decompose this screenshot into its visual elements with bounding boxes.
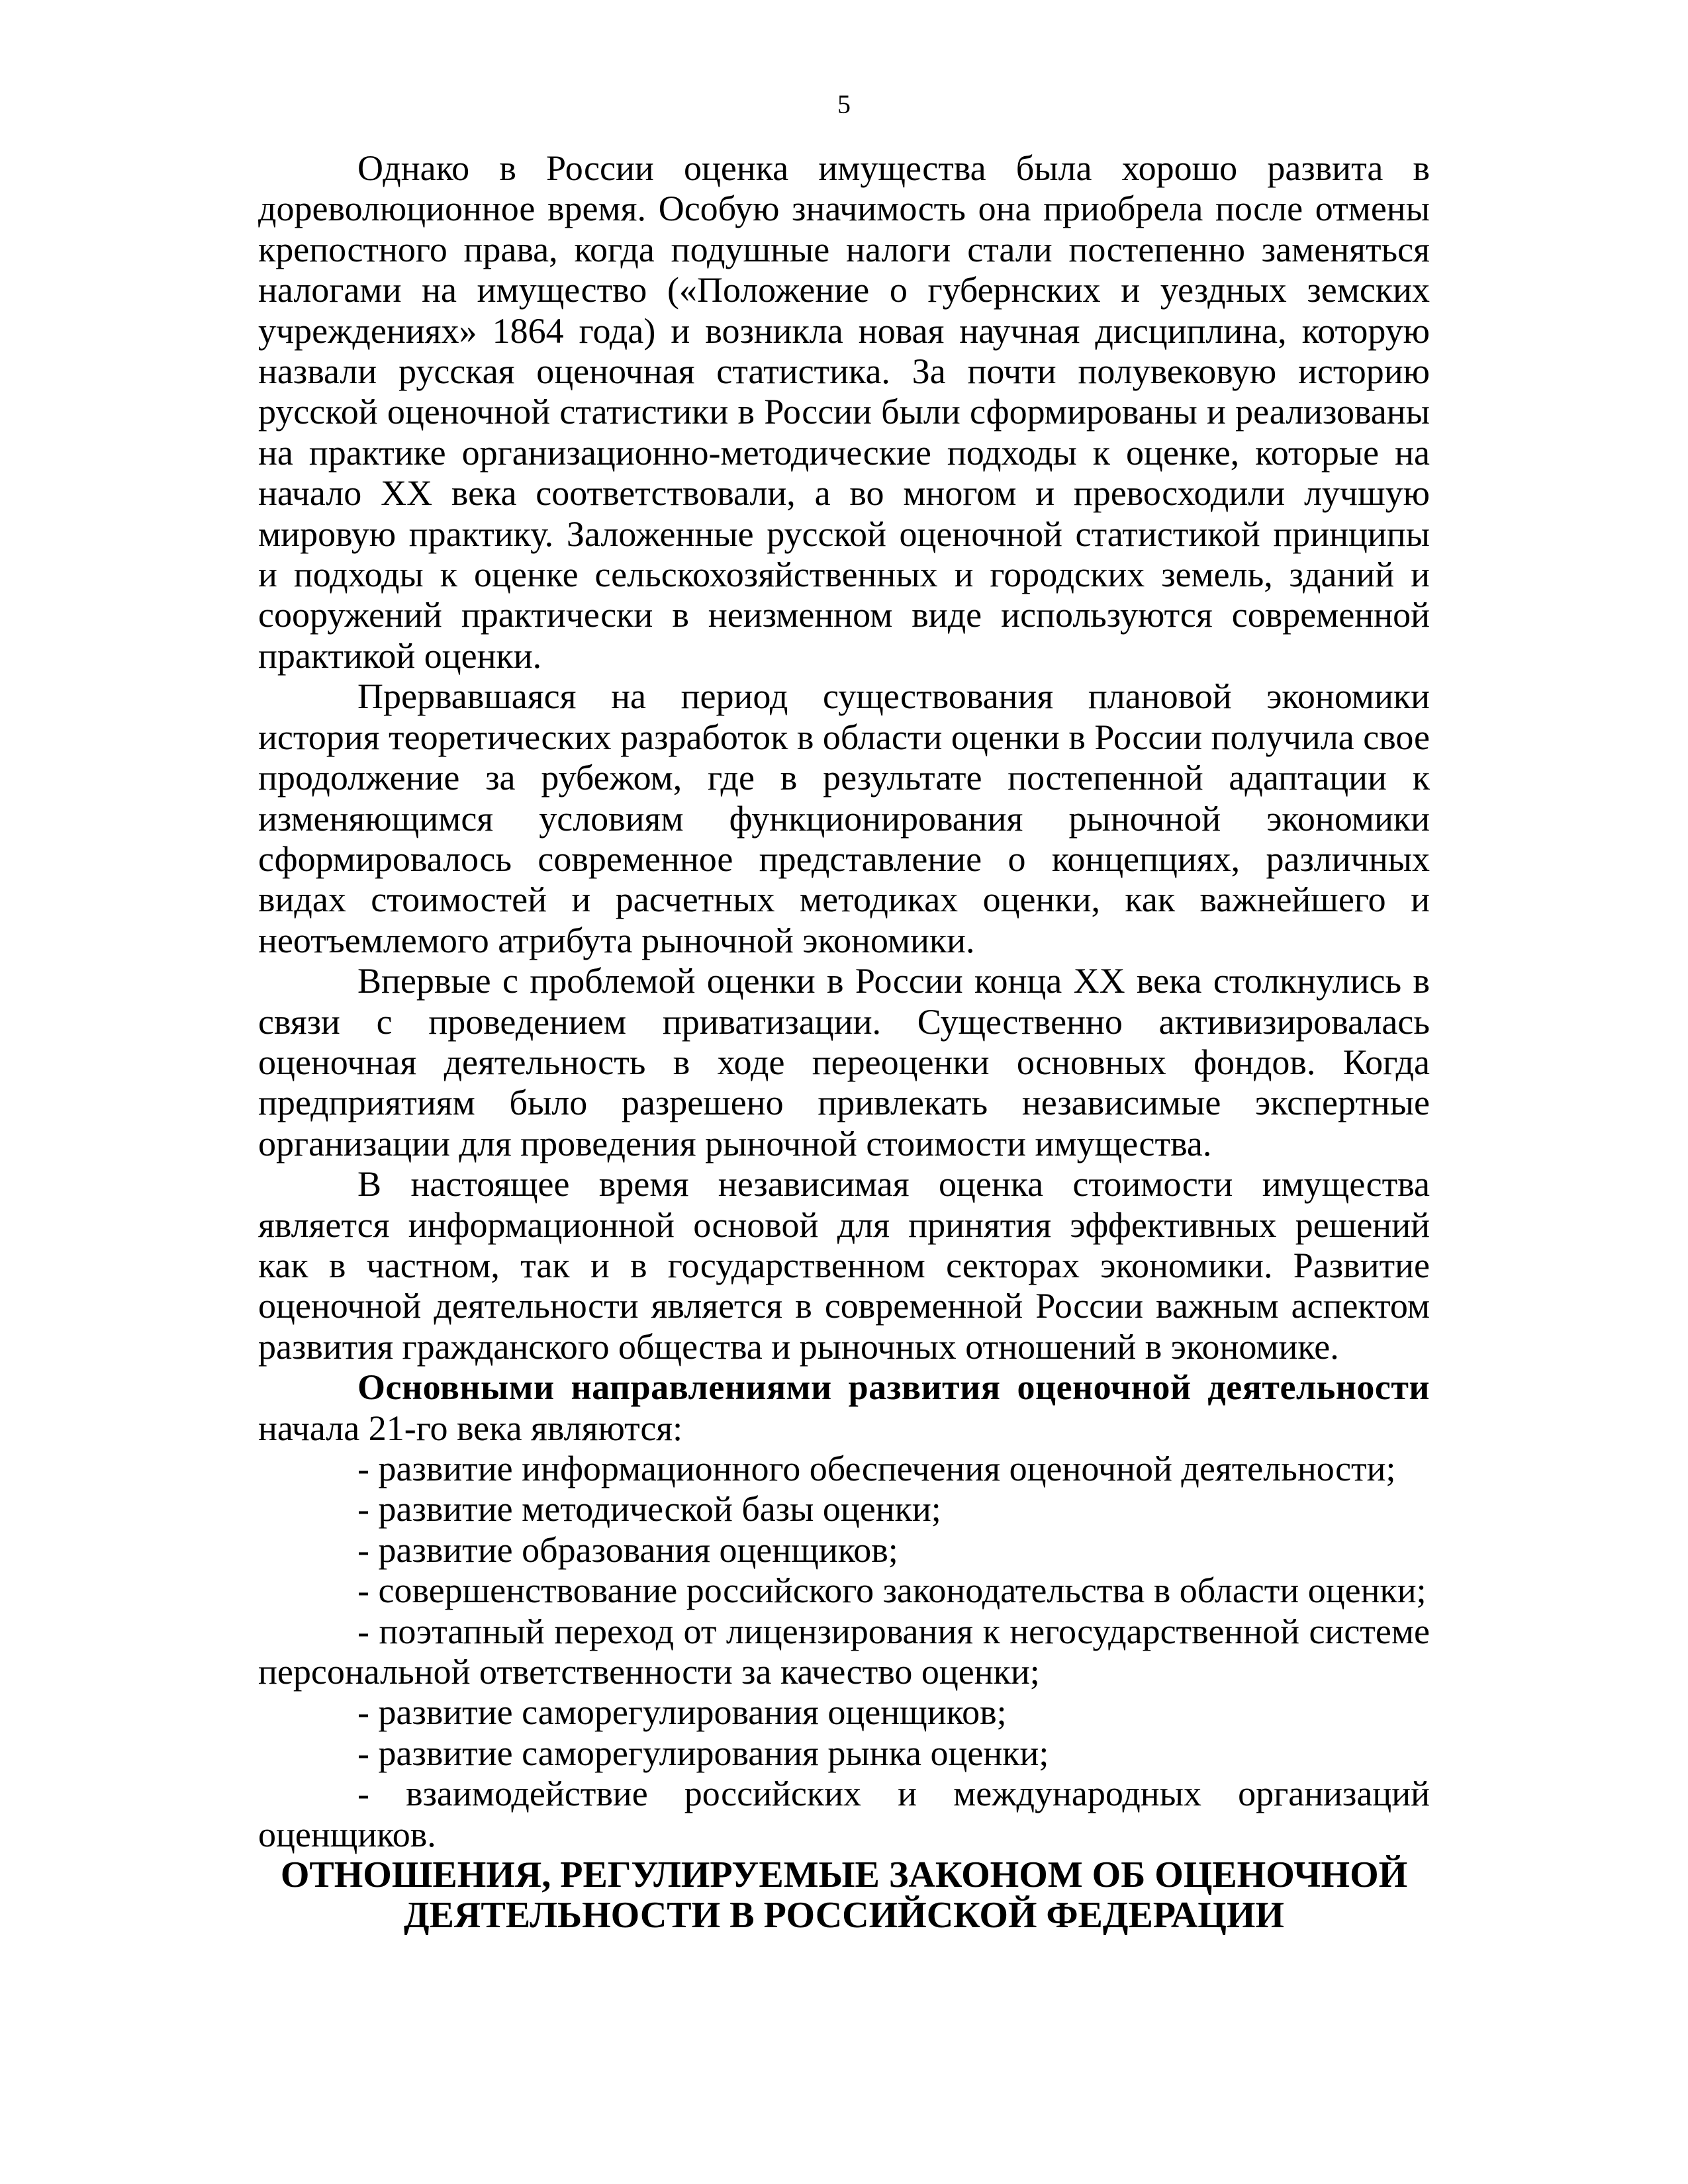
directions-intro-rest: начала 21-го века являются: xyxy=(258,1408,683,1448)
directions-intro xyxy=(258,1367,1430,1449)
list-item: - поэтапный переход от лицензирования к негосударственной системе персональной ответственности за качество оценки; xyxy=(258,1611,1430,1692)
page-body xyxy=(258,148,1430,1936)
directions-intro-bold: Основными направлениями развития оценочной деятельности xyxy=(357,1367,1430,1408)
paragraph-foreign-development: Прервавшаяся на период существования плановой экономики история теоретических разработок в области оценки в России получила свое продолжение за рубежом, где в результате постепенной адаптации к изменяющимся условиям функционирования рыночной экономики сформировалось современное представление о концепциях, различных видах стоимостей и расчетных методиках оценки, как важнейшего и неотъемлемого атрибута рыночной экономики. xyxy=(258,676,1430,960)
list-item: - развитие информационного обеспечения оценочной деятельности; xyxy=(357,1449,1396,1488)
paragraph-privatization: Впервые с проблемой оценки в России конца XX века столкнулись в связи с проведением приватизации. Существенно активизировалась оценочная деятельность в ходе переоценки основных фондов. Когда предприятиям было разрешено привлекать независимые экспертные организации для проведения рыночной стоимости имущества. xyxy=(258,961,1430,1163)
list-item: - совершенствование российского законодательства в области оценки; xyxy=(357,1570,1427,1611)
page-number: 5 xyxy=(837,89,851,119)
section-heading-line-2: ДЕЯТЕЛЬНОСТИ В РОССИЙСКОЙ ФЕДЕРАЦИИ xyxy=(404,1895,1284,1936)
paragraph-current-role: В настоящее время независимая оценка стоимости имущества является информационной основой для принятия эффективных решений как в частном, так и в государственном секторах экономики. Развитие оценочной деятельности является в современной России важным аспектом развития гражданского общества и рыночных отношений в экономике. xyxy=(258,1164,1430,1367)
list-item: - развитие образования оценщиков; xyxy=(357,1529,898,1570)
paragraph-prerevolution-history: Однако в России оценка имущества была хорошо развита в дореволюционное время. Особую значимость она приобрела после отмены крепостного права, когда подушные налоги стали постепенно заменяться налогами на имущество («Положение о губернских и уездных земских учреждениях» 1864 года) и возникла новая научная дисциплина, которую назвали русская оценочная статистика. За почти полувековую историю русской оценочной статистики в России были сформированы и реализованы на практике организационно-методические подходы к оценке, которые на начало XX века соответствовали, а во многом и превосходили лучшую мировую практику. Заложенные русской оценочной статистикой принципы и подходы к оценке сельскохозяйственных и городских земель, зданий и сооружений практически в неизменном виде используются современной практикой оценки. xyxy=(258,148,1430,676)
section-heading xyxy=(258,1855,1430,1936)
list-item: - развитие саморегулирования рынка оценки; xyxy=(357,1733,1049,1773)
list-item: - развитие саморегулирования оценщиков; xyxy=(357,1692,1007,1733)
list-item: - взаимодействие российских и международных организаций оценщиков. xyxy=(258,1774,1430,1854)
list-item: - развитие методической базы оценки; xyxy=(357,1489,941,1529)
section-heading-line-1: ОТНОШЕНИЯ, РЕГУЛИРУЕМЫЕ ЗАКОНОМ ОБ ОЦЕНОЧНОЙ xyxy=(280,1854,1408,1896)
